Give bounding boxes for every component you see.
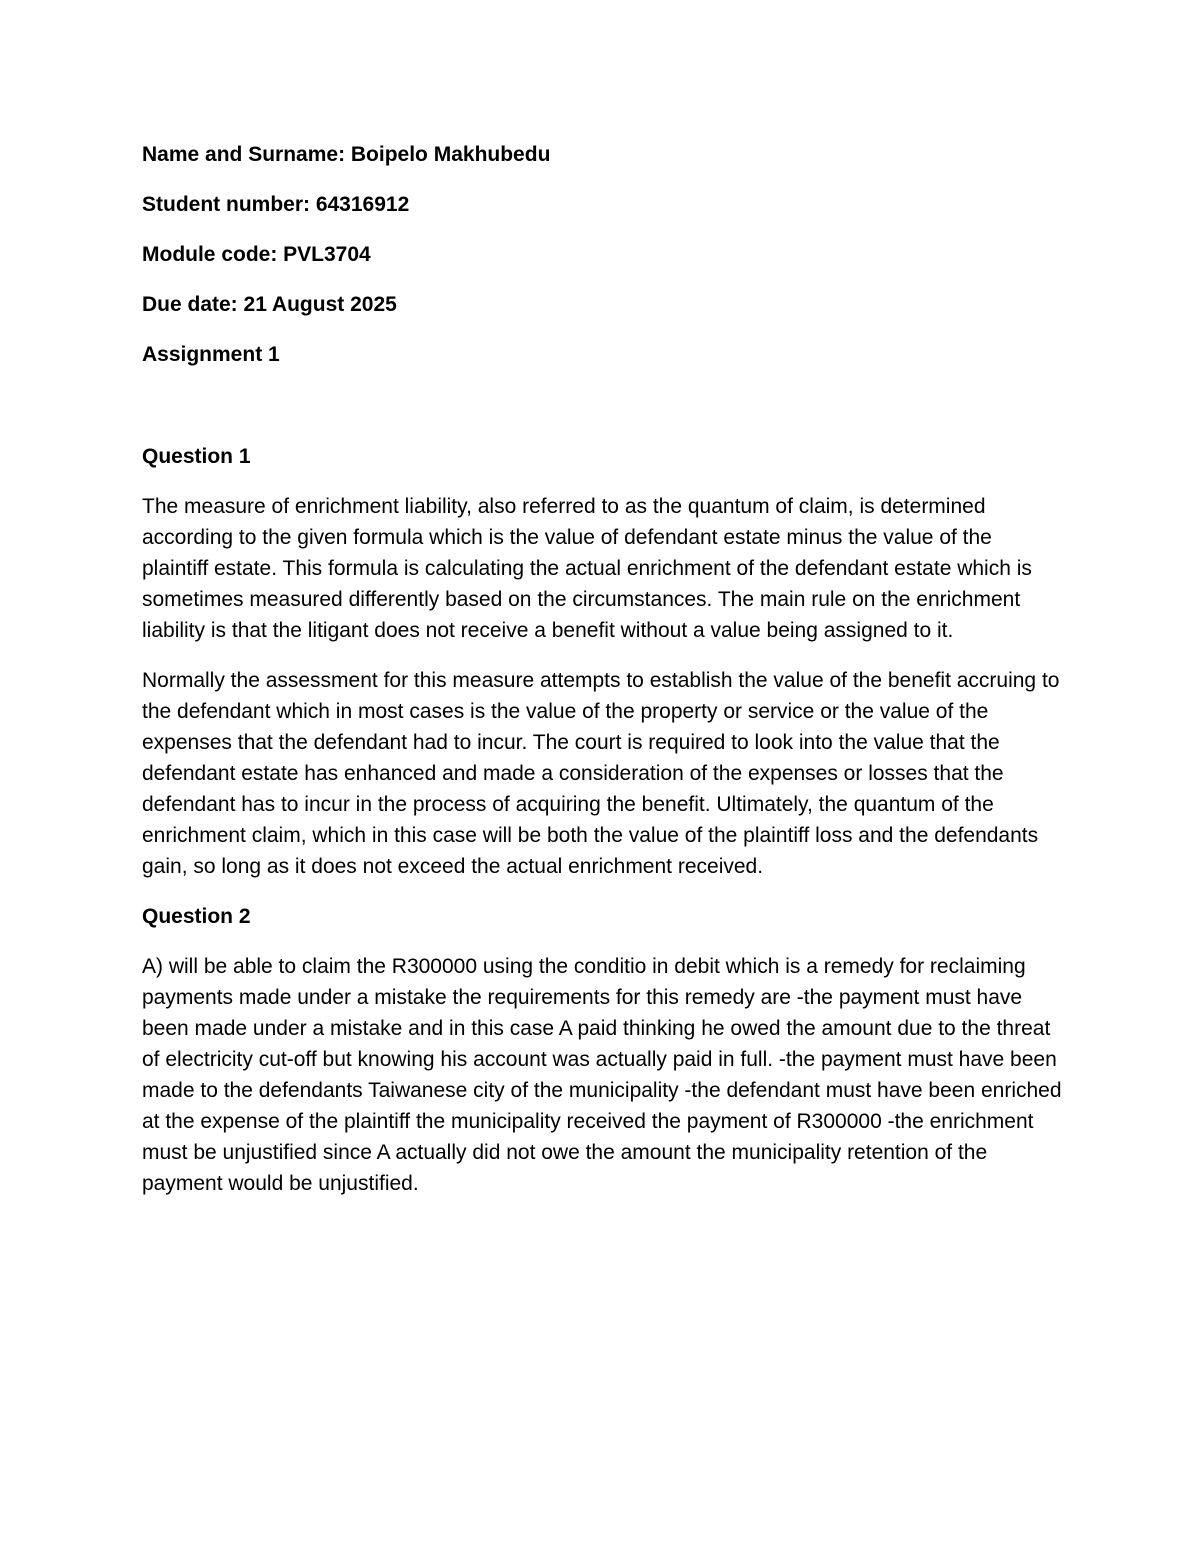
- question-2-paragraph-1: A) will be able to claim the R300000 using the conditio in debit which is a remedy for reclaiming payments made under a mistake the requirements for this remedy are -the payment must have been made under a mistake and in this case A paid thinking he owed the amount due to the threat of electricity cut-off but knowing his account was actually paid in full. -the payment must have been made to the defendants Taiwanese city of the municipality -the defendant must have been enriched at the expense of the plaintiff the municipality received the payment of R300000 -the enrichment must be unjustified since A actually did not owe the amount the municipality retention of the payment would be unjustified.: [142, 955, 1062, 1195]
- module-code-line: Module code: PVL3704: [142, 243, 371, 266]
- document-content: [142, 139, 1062, 1218]
- question-2-heading: Question 2: [142, 905, 251, 928]
- name-surname-line: Name and Surname: Boipelo Makhubedu: [142, 143, 551, 166]
- question-1-paragraph-1: The measure of enrichment liability, also referred to as the quantum of claim, is determined according to the given formula which is the value of defendant estate minus the value of the plaintiff estate. This formula is calculating the actual enrichment of the defendant estate which is sometimes measured differently based on the circumstances. The main rule on the enrichment liability is that the litigant does not receive a benefit without a value being assigned to it.: [142, 495, 1032, 642]
- assignment-title: Assignment 1: [142, 343, 280, 366]
- question-1-heading: Question 1: [142, 445, 251, 468]
- student-number-line: Student number: 64316912: [142, 193, 410, 216]
- question-1-paragraph-2: Normally the assessment for this measure attempts to establish the value of the benefit accruing to the defendant which in most cases is the value of the property or service or the value of the expenses that the defendant had to incur. The court is required to look into the value that the defendant estate has enhanced and made a consideration of the expenses or losses that the defendant has to incur in the process of acquiring the benefit. Ultimately, the quantum of the enrichment claim, which in this case will be both the value of the plaintiff loss and the defendants gain, so long as it does not exceed the actual enrichment received.: [142, 669, 1060, 878]
- due-date-line: Due date: 21 August 2025: [142, 293, 397, 316]
